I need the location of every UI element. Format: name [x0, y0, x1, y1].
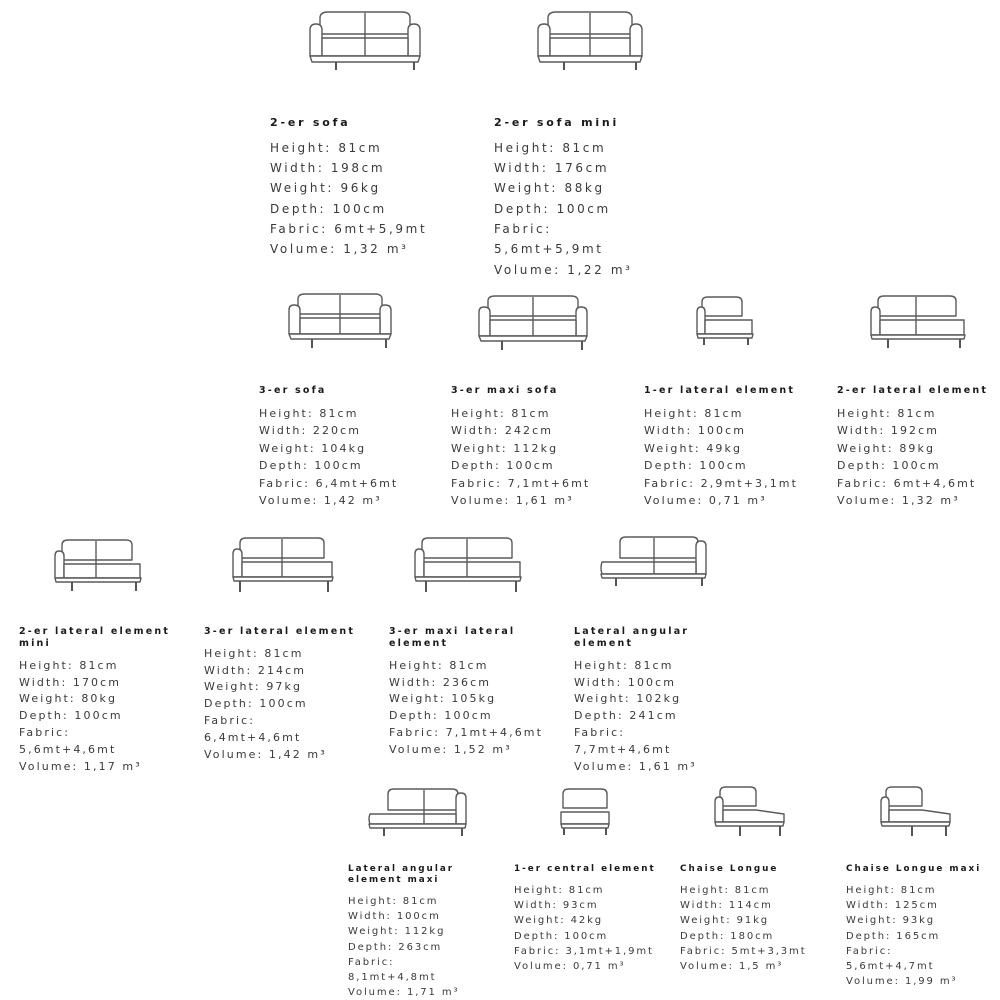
spec-fabric: Fabric: 6mt+5,9mt — [270, 221, 428, 236]
spec-fabric: Fabric: 7,7mt+4,6mt — [574, 725, 672, 756]
spec-list — [514, 883, 674, 974]
spec-width: Width: 192cm — [837, 424, 940, 438]
spec-weight: Weight: 80kg — [19, 692, 118, 706]
spec-volume: Volume: 1,61 m³ — [451, 494, 574, 508]
spec-depth: Depth: 100cm — [270, 201, 387, 216]
central-element-1er-icon — [558, 786, 612, 841]
spec-weight: Weight: 96kg — [270, 181, 381, 196]
spec-width: Width: 220cm — [259, 424, 362, 438]
lateral-element-2er-mini-icon — [52, 536, 144, 597]
spec-volume: Volume: 1,52 m³ — [389, 742, 512, 756]
product-card — [451, 385, 636, 510]
spec-height: Height: 81cm — [451, 406, 551, 420]
spec-width: Width: 176cm — [494, 161, 610, 176]
product-card — [270, 116, 475, 260]
spec-volume: Volume: 0,71 m³ — [644, 494, 767, 508]
product-title: 3-er lateral element — [204, 626, 356, 637]
spec-depth: Depth: 100cm — [19, 709, 123, 723]
chaise-longue-maxi-icon — [878, 784, 954, 845]
product-card — [19, 626, 189, 775]
spec-weight: Weight: 42kg — [514, 915, 604, 927]
spec-weight: Weight: 102kg — [574, 692, 682, 706]
spec-height: Height: 81cm — [494, 140, 607, 155]
spec-height: Height: 81cm — [846, 884, 937, 896]
spec-weight: Weight: 97kg — [204, 680, 303, 694]
spec-depth: Depth: 263cm — [348, 941, 443, 953]
product-card — [644, 385, 822, 510]
spec-list — [451, 405, 636, 510]
spec-list — [259, 405, 444, 510]
spec-fabric: Fabric: 2,9mt+3,1mt — [644, 476, 799, 490]
lateral-element-2er-icon — [868, 292, 968, 355]
spec-height: Height: 81cm — [389, 658, 489, 672]
spec-volume: Volume: 1,61 m³ — [574, 759, 697, 773]
spec-list — [389, 658, 561, 759]
spec-fabric: Fabric: 6,4mt+6mt — [259, 476, 399, 490]
lateral-angular-element-icon — [598, 532, 710, 593]
spec-depth: Depth: 100cm — [389, 709, 493, 723]
spec-width: Width: 242cm — [451, 424, 554, 438]
spec-fabric: Fabric: 6,4mt+4,6mt — [204, 714, 302, 744]
spec-width: Width: 214cm — [204, 663, 307, 677]
spec-width: Width: 170cm — [19, 675, 122, 689]
spec-list — [204, 646, 374, 764]
spec-depth: Depth: 100cm — [837, 459, 941, 473]
spec-fabric: Fabric: 5mt+3,3mt — [680, 945, 807, 957]
spec-depth: Depth: 100cm — [514, 930, 609, 942]
spec-fabric: Fabric: 5,6mt+4,6mt — [19, 725, 117, 756]
spec-weight: Weight: 112kg — [451, 441, 559, 455]
spec-height: Height: 81cm — [204, 646, 304, 660]
spec-depth: Depth: 241cm — [574, 709, 678, 723]
spec-list — [680, 883, 830, 974]
spec-depth: Depth: 180cm — [680, 930, 775, 942]
spec-height: Height: 81cm — [259, 406, 359, 420]
spec-height: Height: 81cm — [574, 658, 674, 672]
product-card — [389, 626, 561, 759]
spec-fabric: Fabric: 7,1mt+6mt — [451, 476, 591, 490]
spec-list — [494, 138, 664, 280]
product-title: 2-er lateral element — [837, 385, 989, 396]
product-title: 3-er maxi lateral element — [389, 626, 516, 649]
sofa-3er-icon — [286, 290, 394, 355]
product-title: Lateral angular element maxi — [348, 864, 455, 885]
product-title: 2-er lateral element mini — [19, 626, 171, 649]
product-card — [348, 864, 498, 1000]
spec-depth: Depth: 100cm — [451, 459, 555, 473]
spec-height: Height: 81cm — [644, 406, 744, 420]
spec-height: Height: 81cm — [270, 140, 383, 155]
spec-weight: Weight: 105kg — [389, 692, 497, 706]
spec-height: Height: 81cm — [19, 658, 119, 672]
spec-depth: Depth: 100cm — [259, 459, 363, 473]
spec-volume: Volume: 1,42 m³ — [259, 494, 382, 508]
spec-volume: Volume: 0,71 m³ — [514, 961, 626, 972]
spec-width: Width: 125cm — [846, 900, 939, 912]
spec-depth: Depth: 165cm — [846, 930, 941, 942]
spec-list — [19, 658, 189, 776]
product-card — [846, 864, 996, 989]
lateral-element-1er-icon — [694, 294, 756, 351]
spec-volume: Volume: 1,99 m³ — [846, 976, 958, 988]
spec-volume: Volume: 1,32 m³ — [837, 494, 960, 508]
product-title: Chaise Longue maxi — [846, 864, 982, 874]
spec-weight: Weight: 104kg — [259, 441, 367, 455]
spec-width: Width: 93cm — [514, 900, 599, 912]
spec-width: Width: 236cm — [389, 675, 492, 689]
product-title: 3-er sofa — [259, 385, 327, 396]
spec-volume: Volume: 1,32 m³ — [270, 242, 409, 257]
product-card — [494, 116, 664, 280]
product-title: 2-er sofa mini — [494, 116, 620, 129]
spec-weight: Weight: 88kg — [494, 181, 605, 196]
product-title: Chaise Longue — [680, 864, 779, 874]
sofa-2er-mini-icon — [534, 8, 646, 77]
product-title: Lateral angular element — [574, 626, 690, 649]
spec-volume: Volume: 1,22 m³ — [494, 262, 633, 277]
spec-list — [574, 658, 746, 776]
lateral-element-3er-icon — [230, 534, 336, 599]
spec-list — [270, 138, 475, 260]
spec-height: Height: 81cm — [680, 884, 771, 896]
spec-depth: Depth: 100cm — [494, 201, 611, 216]
spec-list — [846, 883, 996, 989]
spec-width: Width: 114cm — [680, 900, 773, 912]
product-title: 2-er sofa — [270, 116, 351, 129]
spec-list — [348, 894, 498, 1000]
product-card — [204, 626, 374, 763]
spec-height: Height: 81cm — [348, 895, 439, 907]
chaise-longue-icon — [712, 784, 788, 845]
spec-weight: Weight: 49kg — [644, 441, 743, 455]
sofa-3er-maxi-icon — [476, 292, 590, 357]
product-card — [680, 864, 830, 974]
spec-width: Width: 100cm — [348, 911, 441, 923]
spec-width: Width: 198cm — [270, 161, 386, 176]
spec-fabric: Fabric: 6mt+4,6mt — [837, 476, 977, 490]
spec-width: Width: 100cm — [644, 424, 747, 438]
spec-fabric: Fabric: 3,1mt+1,9mt — [514, 945, 654, 957]
spec-height: Height: 81cm — [837, 406, 937, 420]
lateral-angular-element-maxi-icon — [366, 784, 470, 845]
spec-height: Height: 81cm — [514, 884, 605, 896]
spec-weight: Weight: 112kg — [348, 926, 446, 938]
spec-fabric: Fabric: 5,6mt+5,9mt — [494, 221, 604, 257]
spec-fabric: Fabric: 7,1mt+4,6mt — [389, 725, 544, 739]
spec-depth: Depth: 100cm — [204, 697, 308, 711]
spec-list — [644, 405, 822, 510]
product-card — [259, 385, 444, 510]
sofa-2er-icon — [306, 8, 424, 77]
spec-weight: Weight: 93kg — [846, 915, 936, 927]
spec-depth: Depth: 100cm — [644, 459, 748, 473]
product-title: 1-er central element — [514, 864, 656, 874]
spec-fabric: Fabric: 5,6mt+4,7mt — [846, 945, 935, 972]
lateral-element-3er-maxi-icon — [412, 534, 524, 599]
spec-volume: Volume: 1,5 m³ — [680, 961, 784, 972]
product-card — [837, 385, 997, 510]
product-card — [514, 864, 674, 974]
spec-volume: Volume: 1,17 m³ — [19, 759, 142, 773]
spec-weight: Weight: 89kg — [837, 441, 936, 455]
spec-fabric: Fabric: 8,1mt+4,8mt — [348, 956, 437, 983]
product-title: 1-er lateral element — [644, 385, 796, 396]
product-title: 3-er maxi sofa — [451, 385, 559, 396]
spec-weight: Weight: 91kg — [680, 915, 770, 927]
spec-volume: Volume: 1,71 m³ — [348, 987, 460, 999]
spec-volume: Volume: 1,42 m³ — [204, 747, 327, 761]
spec-width: Width: 100cm — [574, 675, 677, 689]
spec-list — [837, 405, 997, 510]
product-card — [574, 626, 746, 775]
